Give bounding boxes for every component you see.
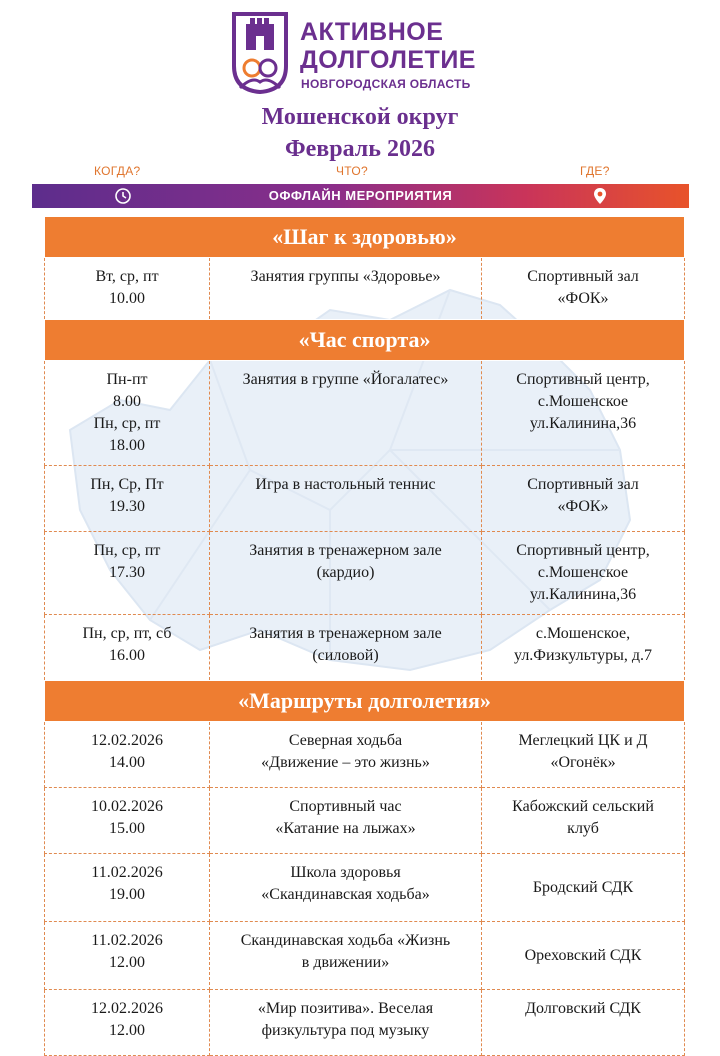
section-header (45, 320, 685, 361)
event-where-line: Спортивный центр, (516, 371, 650, 388)
event-when-line: 16.00 (109, 647, 145, 664)
event-what-cell (210, 990, 482, 1056)
event-what-line: Занятия в тренажерном зале (249, 542, 442, 559)
event-where-line: «ФОК» (557, 498, 609, 515)
event-where-cell (482, 788, 685, 854)
event-what-cell (210, 466, 482, 532)
event-when-line: Вт, ср, пт (95, 268, 159, 285)
event-when-line: 19.30 (109, 498, 145, 515)
section-header (45, 681, 685, 722)
event-when-cell (45, 990, 210, 1056)
event-where-line: с.Мошенское (537, 393, 629, 410)
event-where-cell (482, 258, 685, 320)
schedule-table (44, 216, 685, 1056)
event-what-line: Школа здоровья (290, 864, 401, 881)
event-where-line: Меглецкий ЦК и Д (518, 732, 648, 749)
event-where-line: ул.Физкультуры, д.7 (514, 647, 653, 664)
section-title: «Маршруты долголетия» (45, 681, 685, 722)
logo-emblem-icon (228, 10, 292, 94)
when-label: КОГДА? (94, 164, 141, 178)
event-what-cell (210, 615, 482, 681)
logo (228, 10, 508, 98)
event-what-line: Спортивный час (289, 798, 402, 815)
event-what-line: «Движение – это жизнь» (261, 754, 430, 771)
event-when-line: 10.00 (109, 290, 145, 307)
section-title: «Час спорта» (45, 320, 685, 361)
event-row (45, 854, 685, 922)
event-what-line: Скандинавская ходьба «Жизнь (240, 932, 451, 949)
event-what-cell (210, 854, 482, 922)
offline-events-banner (32, 184, 689, 208)
event-where-line: с.Мошенское, (535, 625, 631, 642)
event-when-line: 17.30 (109, 564, 145, 581)
event-where-cell (482, 922, 685, 990)
event-what-cell (210, 722, 482, 788)
event-when-cell (45, 722, 210, 788)
event-when-line: Пн, Ср, Пт (90, 476, 164, 493)
event-when-cell (45, 922, 210, 990)
event-where-line: клуб (567, 820, 599, 837)
event-what-cell (210, 258, 482, 320)
event-when-cell (45, 854, 210, 922)
event-when-line: 8.00 (113, 393, 141, 410)
event-when-line: 12.00 (109, 954, 145, 971)
logo-line3: НОВГОРОДСКАЯ ОБЛАСТЬ (301, 77, 471, 91)
event-where-line: Ореховский СДК (524, 946, 642, 964)
event-when-cell (45, 258, 210, 320)
event-when-line: 14.00 (109, 754, 145, 771)
event-what-line: (силовой) (312, 647, 379, 664)
event-when-cell (45, 466, 210, 532)
event-when-line: Пн, ср, пт (93, 415, 161, 432)
event-where-line: Бродский СДК (532, 878, 634, 896)
event-what-line: в движении» (301, 954, 390, 971)
event-row (45, 788, 685, 854)
event-when-cell (45, 615, 210, 681)
event-where-cell (482, 466, 685, 532)
event-what-line: (кардио) (316, 564, 375, 581)
event-what-line: Занятия в группе «Йогалатес» (242, 371, 449, 388)
event-when-line: Пн, ср, пт (93, 542, 161, 559)
event-what-line: Игра в настольный теннис (255, 476, 436, 493)
event-when-line: 11.02.2026 (91, 932, 163, 949)
event-when-line: 12.02.2026 (91, 1000, 163, 1017)
event-when-line: 12.02.2026 (91, 732, 163, 749)
event-row (45, 466, 685, 532)
event-row (45, 990, 685, 1056)
section-title: «Шаг к здоровью» (45, 217, 685, 258)
event-when-line: Пн, ср, пт, сб (82, 625, 172, 642)
event-when-cell (45, 361, 210, 466)
event-when-cell (45, 788, 210, 854)
event-where-line: ул.Калинина,36 (529, 586, 637, 603)
event-when-line: 10.02.2026 (91, 798, 163, 815)
event-where-cell (482, 615, 685, 681)
event-row (45, 722, 685, 788)
where-label: ГДЕ? (580, 164, 610, 178)
event-what-line: «Катание на лыжах» (275, 820, 416, 837)
event-row (45, 532, 685, 615)
event-where-cell (482, 532, 685, 615)
event-where-line: Спортивный зал (527, 476, 639, 493)
event-where-line: Спортивный центр, (516, 542, 650, 559)
event-where-cell (482, 854, 685, 922)
event-when-line: 11.02.2026 (91, 864, 163, 881)
event-where-line: ул.Калинина,36 (529, 415, 637, 432)
event-row (45, 922, 685, 990)
event-where-line: с.Мошенское (537, 564, 629, 581)
banner-title: ОФФЛАЙН МЕРОПРИЯТИЯ (268, 188, 453, 203)
event-what-line: Северная ходьба (288, 732, 403, 749)
event-where-line: Долговский СДК (525, 1000, 641, 1017)
logo-line2: ДОЛГОЛЕТИЕ (300, 46, 476, 74)
event-what-cell (210, 532, 482, 615)
event-when-line: 18.00 (109, 437, 145, 454)
location-pin-icon (592, 187, 608, 205)
event-what-cell (210, 361, 482, 466)
page-title: Мошенской округ (261, 104, 459, 130)
section-header (45, 217, 685, 258)
event-row (45, 615, 685, 681)
event-what-line: «Мир позитива». Веселая (257, 1000, 434, 1017)
event-when-line: Пн-пт (106, 371, 148, 388)
logo-line1: АКТИВНОЕ (300, 18, 444, 46)
event-what-cell (210, 788, 482, 854)
event-what-line: Занятия группы «Здоровье» (250, 268, 441, 285)
event-what-line: «Скандинавская ходьба» (261, 886, 430, 903)
event-where-cell (482, 722, 685, 788)
event-what-line: физкультура под музыку (261, 1022, 430, 1039)
event-when-line: 15.00 (109, 820, 145, 837)
event-what-line: Занятия в тренажерном зале (249, 625, 442, 642)
page-subtitle: Февраль 2026 (285, 136, 435, 162)
event-where-cell (482, 990, 685, 1056)
event-where-line: «Огонёк» (550, 754, 616, 771)
event-when-line: 12.00 (109, 1022, 145, 1039)
event-where-line: Кабожский сельский (512, 798, 654, 815)
event-row (45, 258, 685, 320)
event-row (45, 361, 685, 466)
event-when-cell (45, 532, 210, 615)
event-where-line: Спортивный зал (527, 268, 639, 285)
what-label: ЧТО? (336, 164, 368, 178)
event-what-cell (210, 922, 482, 990)
event-where-line: «ФОК» (557, 290, 609, 307)
event-where-cell (482, 361, 685, 466)
event-when-line: 19.00 (109, 886, 145, 903)
